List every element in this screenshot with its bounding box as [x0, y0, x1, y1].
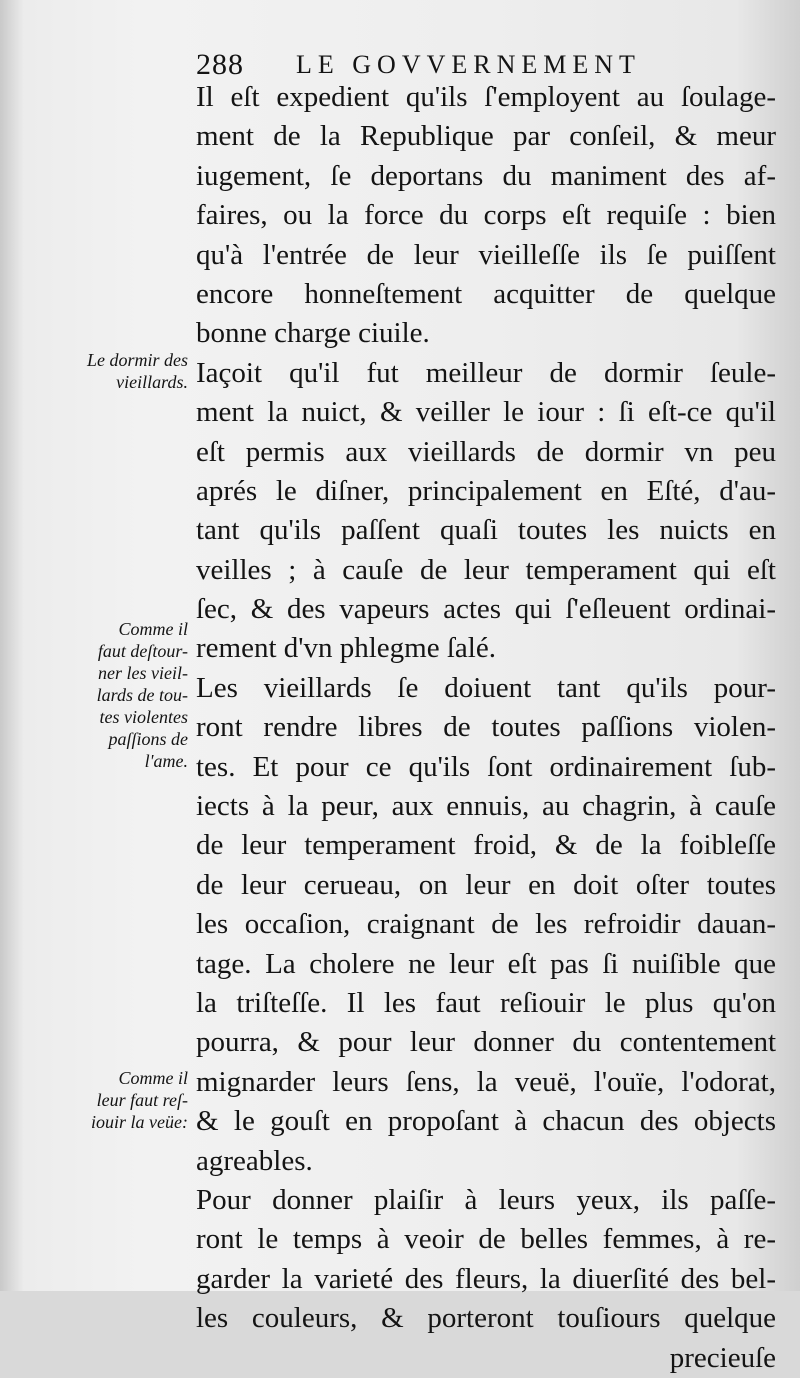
margin-note-passions [97, 618, 188, 772]
text-line: precieuſe [669, 1341, 776, 1374]
text-line: ſec, & des vapeurs actes qui ſ'eſleuent ordinai- [196, 593, 776, 626]
text-line: tant qu'ils paſſent quaſi toutes les nuicts en [196, 514, 776, 547]
text-line: bonne charge ciuile. [196, 317, 430, 350]
margin-note-line: faut deſtour- [97, 641, 188, 661]
text-line: tage. La cholere ne leur eſt pas ſi nuiſible que [196, 947, 776, 980]
text-line: ment la nuict, & veiller le iour : ſi eſt-ce qu'il [196, 396, 776, 429]
margin-note-sight [91, 1067, 188, 1133]
text-line: rement d'vn phlegme ſalé. [196, 632, 496, 665]
margin-note-line: Le dormir des [86, 350, 188, 370]
text-line: garder la varieté des fleurs, la diuerſité des bel- [196, 1262, 776, 1295]
margin-note-sleep [87, 349, 188, 393]
body-text [196, 78, 776, 1378]
text-line: de leur cerueau, on leur en doit oſter toutes [196, 868, 776, 901]
page-number: 288 [196, 48, 244, 81]
text-line: pourra, & pour leur donner du contentement [196, 1026, 776, 1059]
text-line: de leur temperament froid, & de la foibleſſe [196, 829, 776, 862]
margin-note-line: l'ame. [144, 751, 188, 771]
margin-note-line: lards de tou- [96, 685, 188, 705]
margin-note-line: tes violentes [99, 707, 188, 727]
margin-note-line: Comme il [118, 1068, 188, 1088]
text-line: Il eſt expedient qu'ils ſ'employent au ſoulage- [196, 81, 776, 113]
text-line: veilles ; à cauſe de leur temperament qui eſt [196, 553, 776, 586]
text-line: ront le temps à veoir de belles femmes, à re- [196, 1223, 776, 1256]
margin-note-line: vieillards. [116, 372, 188, 392]
text-line: les occaſion, craignant de les refroidir dauan- [196, 908, 776, 941]
text-line: eſt permis aux vieillards de dormir vn peu [196, 435, 776, 468]
text-line: agreables. [196, 1144, 313, 1177]
margin-note-line: leur faut reſ- [96, 1090, 188, 1110]
text-line: ment de la Republique par conſeil, & meur [196, 120, 776, 153]
text-line: les couleurs, & porteront touſiours quelque [196, 1302, 776, 1335]
text-line: encore honneſtement acquitter de quelque [196, 277, 776, 310]
margin-note-line: iouir la veüe: [91, 1112, 188, 1132]
text-line: tes. Et pour ce qu'ils ſont ordinairement ſub- [196, 750, 776, 783]
text-line: Les vieillards ſe doiuent tant qu'ils pour- [196, 671, 776, 704]
margin-notes [0, 0, 196, 1291]
margin-note-line: paſſions de [108, 729, 188, 749]
running-head: LE GOVVERNEMENT [296, 50, 641, 79]
text-line: Iaçoit qu'il fut meilleur de dormir ſeule- [196, 356, 776, 389]
text-line: & le gouſt en propoſant à chacun des objects [196, 1105, 776, 1138]
text-line: Pour donner plaiſir à leurs yeux, ils paſſe- [196, 1183, 776, 1216]
margin-note-line: ner les vieil- [98, 663, 188, 683]
text-line: faires, ou la force du corps eſt requiſe : bien [196, 199, 776, 232]
text-line: la triſteſſe. Il les faut reſiouir le plus qu'on [196, 986, 776, 1019]
text-line: iugement, ſe deportans du maniment des af- [196, 159, 776, 192]
text-line: qu'à l'entrée de leur vieilleſſe ils ſe puiſſent [196, 238, 776, 271]
margin-note-line: Comme il [118, 619, 188, 639]
text-line: iects à la peur, aux ennuis, au chagrin, à cauſe [196, 790, 776, 823]
text-line: ront rendre libres de toutes paſſions violen- [196, 711, 776, 744]
text-line: mignarder leurs ſens, la veuë, l'ouïe, l'odorat, [196, 1065, 776, 1098]
text-line: aprés le diſner, principalement en Eſté, d'au- [196, 474, 776, 507]
